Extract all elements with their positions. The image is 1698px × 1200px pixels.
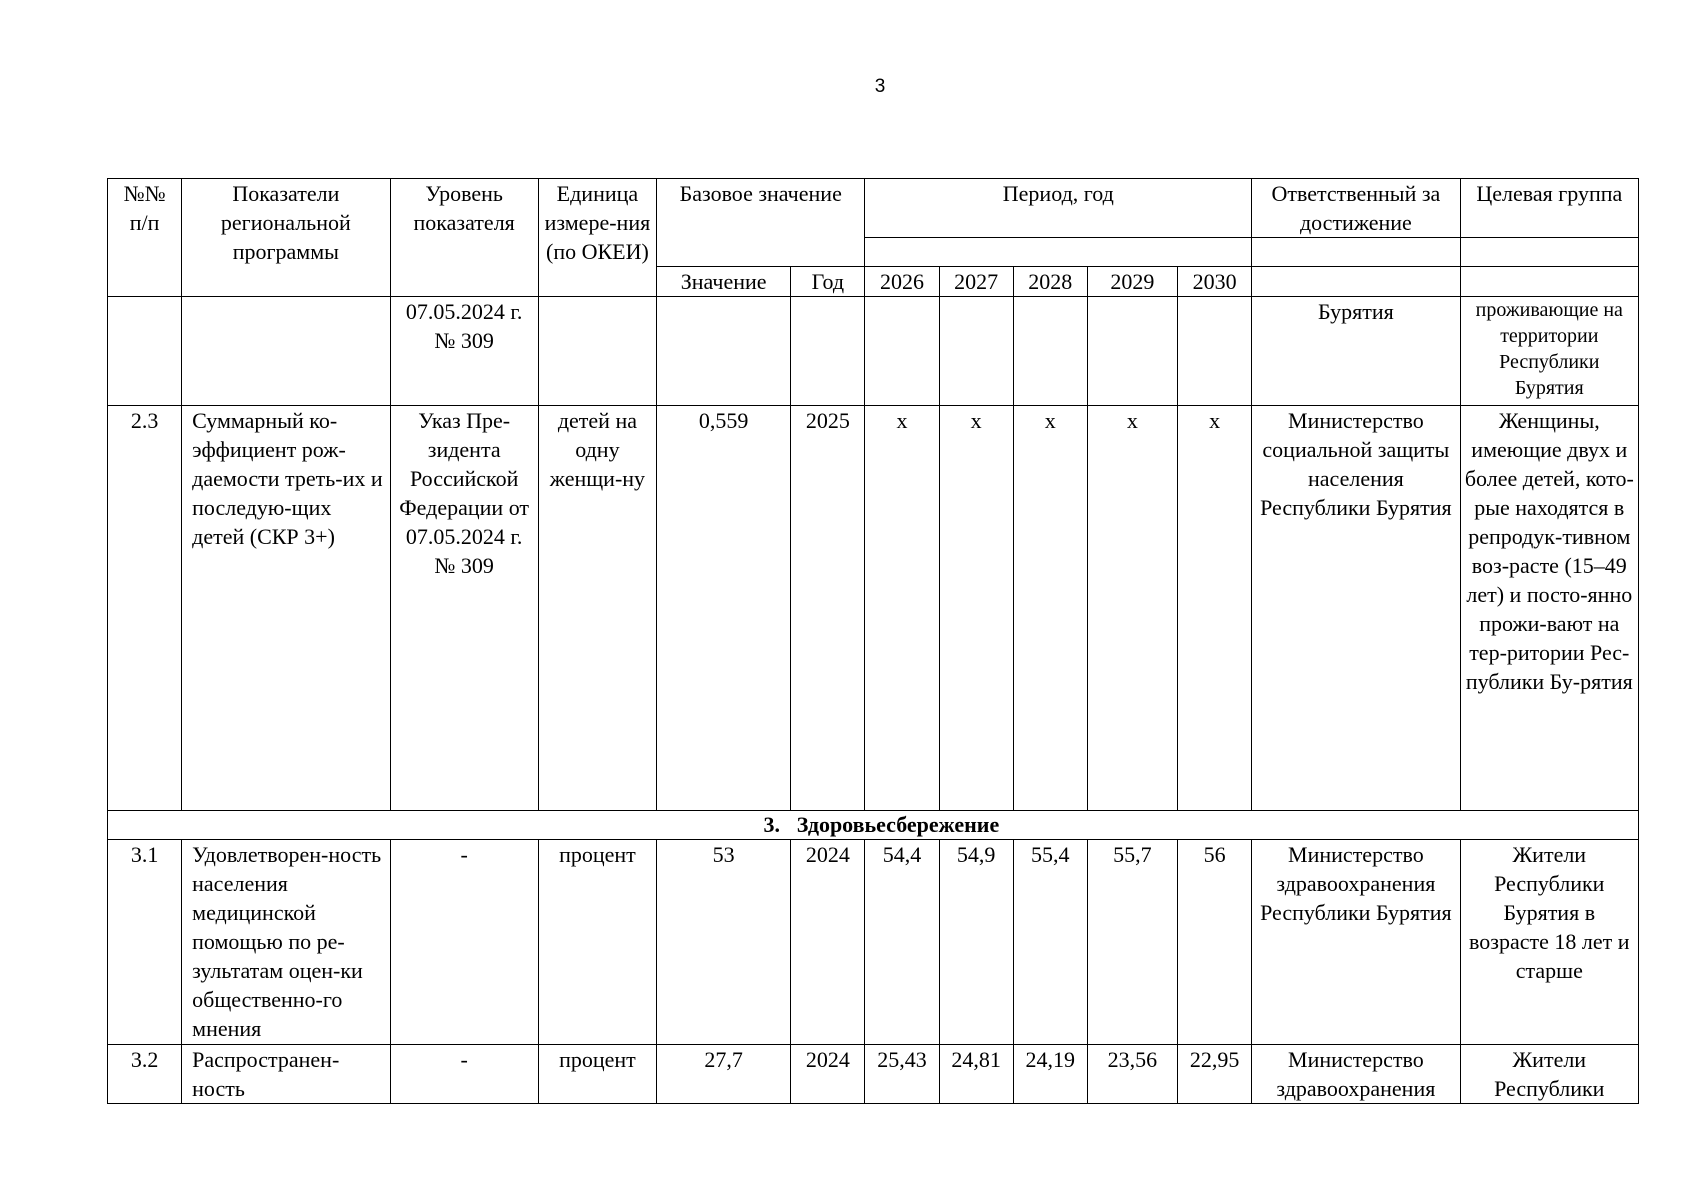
section-row [108, 811, 1639, 840]
row-target: Женщины, имеющие двух и более детей, кото-рые находятся в репродук-тивном воз-расте (15–49 лет) и посто-янно прожи-вают на тер-ритории Рес-публики Бу-рятия [1460, 406, 1638, 811]
row-responsible: Министерство здравоохранения Республики Бурятия [1252, 840, 1460, 1045]
row-value-2029: 23,56 [1087, 1045, 1177, 1104]
row-level: - [390, 840, 538, 1045]
table-row [108, 297, 1639, 406]
header-period: Период, год [865, 179, 1252, 238]
header-year-2029: 2029 [1087, 267, 1177, 297]
row-value-2027 [939, 297, 1013, 406]
header-empty-cell [1252, 238, 1460, 267]
header-num: №№ п/п [108, 179, 182, 297]
row-responsible: Бурятия [1252, 297, 1460, 406]
page-number: 3 [874, 76, 886, 97]
row-num: 2.3 [108, 406, 182, 811]
header-year-2028: 2028 [1013, 267, 1087, 297]
row-indicator: Суммарный ко-эффициент рож-даемости треть-их и последую-щих детей (СКР 3+) [182, 406, 390, 811]
table-row [108, 406, 1639, 811]
indicators-table [107, 178, 1639, 1104]
row-target: Жители Республики [1460, 1045, 1638, 1104]
header-empty-cell [865, 238, 1252, 267]
row-value-2028 [1013, 297, 1087, 406]
section-title: Здоровьесбережение [796, 812, 1000, 837]
header-row [108, 179, 1639, 238]
header-responsible: Ответственный за достижение [1252, 179, 1460, 238]
row-value-2026: 25,43 [865, 1045, 939, 1104]
header-year: Год [791, 267, 865, 297]
header-target: Целевая группа [1460, 179, 1638, 238]
row-num: 3.2 [108, 1045, 182, 1104]
row-responsible: Министерство социальной защиты населения Республики Бурятия [1252, 406, 1460, 811]
header-year-2027: 2027 [939, 267, 1013, 297]
header-empty-cell [1460, 267, 1638, 297]
row-unit [538, 297, 656, 406]
row-value-2028: х [1013, 406, 1087, 811]
row-indicator: Удовлетворен-ность населения медицинской помощью по ре-зультатам оцен-ки общественно-го мнения [182, 840, 390, 1045]
row-base-value: 0,559 [657, 406, 791, 811]
row-level: Указ Пре-зидента Российской Федерации от 07.05.2024 г. № 309 [390, 406, 538, 811]
row-value-2029 [1087, 297, 1177, 406]
row-unit: процент [538, 1045, 656, 1104]
row-num [108, 297, 182, 406]
row-base-year [791, 297, 865, 406]
row-indicator: Распространен-ность [182, 1045, 390, 1104]
row-base-value: 53 [657, 840, 791, 1045]
header-empty-cell [1460, 238, 1638, 267]
row-unit: детей на одну женщи-ну [538, 406, 656, 811]
row-value-2030: 56 [1178, 840, 1252, 1045]
row-value-2026 [865, 297, 939, 406]
row-target: проживающие на территории Республики Бурятия [1460, 297, 1638, 406]
row-base-year: 2024 [791, 1045, 865, 1104]
table-row [108, 1045, 1639, 1104]
row-base-year: 2024 [791, 840, 865, 1045]
header-unit: Единица измере-ния (по ОКЕИ) [538, 179, 656, 297]
row-target: Жители Республики Бурятия в возрасте 18 лет и старше [1460, 840, 1638, 1045]
row-base-value [657, 297, 791, 406]
row-unit: процент [538, 840, 656, 1045]
row-value-2030 [1178, 297, 1252, 406]
row-value-2030: 22,95 [1178, 1045, 1252, 1104]
header-year-2030: 2030 [1178, 267, 1252, 297]
row-level: 07.05.2024 г. № 309 [390, 297, 538, 406]
header-value: Значение [657, 267, 791, 297]
row-level: - [390, 1045, 538, 1104]
row-value-2028: 55,4 [1013, 840, 1087, 1045]
row-base-value: 27,7 [657, 1045, 791, 1104]
row-value-2030: х [1178, 406, 1252, 811]
section-number: 3. [763, 812, 780, 837]
table-row [108, 840, 1639, 1045]
header-level: Уровень показателя [390, 179, 538, 297]
header-year-2026: 2026 [865, 267, 939, 297]
row-value-2026: 54,4 [865, 840, 939, 1045]
row-value-2026: х [865, 406, 939, 811]
row-value-2027: 54,9 [939, 840, 1013, 1045]
row-num: 3.1 [108, 840, 182, 1045]
row-responsible: Министерство здравоохранения [1252, 1045, 1460, 1104]
row-value-2029: 55,7 [1087, 840, 1177, 1045]
header-base: Базовое значение [657, 179, 865, 267]
row-value-2027: х [939, 406, 1013, 811]
row-base-year: 2025 [791, 406, 865, 811]
header-empty-cell [1252, 267, 1460, 297]
header-indicators: Показатели региональной программы [182, 179, 390, 297]
row-value-2027: 24,81 [939, 1045, 1013, 1104]
row-value-2028: 24,19 [1013, 1045, 1087, 1104]
row-indicator [182, 297, 390, 406]
section-heading [108, 811, 1639, 840]
row-value-2029: х [1087, 406, 1177, 811]
